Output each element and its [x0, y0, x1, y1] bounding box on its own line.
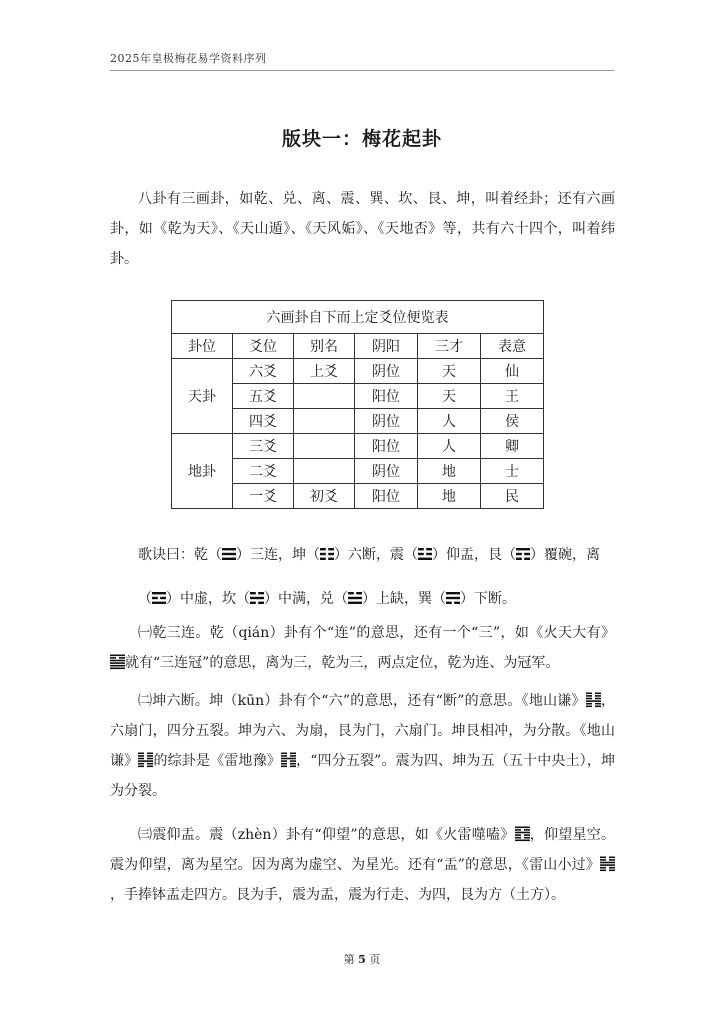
zhen-trigram-icon [418, 547, 432, 561]
page-number-prefix: 第 [343, 953, 355, 966]
dui-trigram-icon [348, 591, 362, 605]
para-text: ，仰望星空。震为仰望，离为星空。因为离为虚空、为星光。还有“盂”的意思，《雷山小过》 [110, 827, 615, 873]
song-text: ）中虚，坎（ [166, 591, 250, 607]
para-text: ㈡坤六断。坤（kūn）卦有个“六”的意思，还有“断”的意思。《地山谦》 [138, 693, 586, 709]
para-text: 就有“三连冠”的意思，离为三，乾为三，两点定位，乾为连、为冠军。 [125, 655, 560, 671]
table-cell: 二爻 [233, 459, 294, 484]
kun-trigram-icon [320, 547, 334, 561]
para-text: ㈢震仰盂。震（zhèn）卦有“仰望”的意思，如《火雷噬嗑》 [138, 827, 515, 843]
table-cell: 阳位 [355, 434, 418, 459]
song-text: 歌诀曰：乾（ [138, 547, 222, 563]
table-cell: 士 [481, 459, 544, 484]
table-caption: 六画卦自下而上定爻位便览表 [172, 301, 544, 334]
running-header: 2025年皇极梅花易学资料序列 [110, 52, 267, 65]
song-text: ）下断。 [460, 591, 516, 607]
page-number-value: 5 [358, 953, 366, 966]
page-number-suffix: 页 [369, 953, 381, 966]
table-cell: 三爻 [233, 434, 294, 459]
kan-trigram-icon [250, 591, 264, 605]
table-header-cell: 三才 [418, 334, 481, 359]
group-cell-tian: 天卦 [172, 359, 233, 434]
table-header-cell: 别名 [294, 334, 355, 359]
table-cell: 人 [418, 409, 481, 434]
hexagram-di-shan-qian-icon [586, 692, 601, 708]
table-cell: 阴位 [355, 409, 418, 434]
table-cell: 地 [418, 484, 481, 509]
table-cell: 侯 [481, 409, 544, 434]
song-text: ）仰盂，艮（ [432, 547, 516, 563]
table-cell: 上爻 [294, 359, 355, 384]
song-text: ）中满，兑（ [264, 591, 348, 607]
group-cell-di: 地卦 [172, 434, 233, 509]
table-cell: 阴位 [355, 459, 418, 484]
table-row [172, 359, 544, 384]
table-cell: 六爻 [233, 359, 294, 384]
table-cell: 四爻 [233, 409, 294, 434]
hexagram-huo-tian-da-you-icon [110, 654, 125, 670]
table-cell [294, 434, 355, 459]
song-text: ）上缺，巽（ [362, 591, 446, 607]
table-cell: 初爻 [294, 484, 355, 509]
hexagram-lei-shan-xiao-guo-icon [600, 856, 615, 872]
table-cell: 人 [418, 434, 481, 459]
table-cell: 卿 [481, 434, 544, 459]
table-cell [294, 384, 355, 409]
table-header-cell: 阴阳 [355, 334, 418, 359]
table-cell: 一爻 [233, 484, 294, 509]
table-cell: 王 [481, 384, 544, 409]
table-cell: 天 [418, 359, 481, 384]
paragraph-kun [110, 686, 615, 806]
table-cell: 阴位 [355, 359, 418, 384]
page-number [0, 951, 724, 967]
table-cell: 阳位 [355, 384, 418, 409]
table-cell: 仙 [481, 359, 544, 384]
table-cell: 地 [418, 459, 481, 484]
table-cell [294, 459, 355, 484]
paragraph-zhen [110, 820, 615, 910]
song-text: （ [138, 591, 152, 607]
table-cell [294, 409, 355, 434]
para-text: ，手捧钵盂走四方。艮为手，震为盂，震为行走、为四，艮为方（土方）。 [110, 887, 565, 903]
hexagram-lei-di-yu-icon [281, 752, 296, 768]
xun-trigram-icon [446, 591, 460, 605]
table-cell: 民 [481, 484, 544, 509]
song-text: ）覆碗，离 [530, 547, 600, 563]
para-text: ，“四分五裂”。震为四、坤为五（五十中央土），坤为分裂。 [110, 753, 616, 799]
table-header-cell: 爻位 [233, 334, 294, 359]
gen-trigram-icon [516, 547, 530, 561]
para-text: ，六扇门，四分五裂。坤为六、为扇，艮为门，六扇门。坤艮相冲，为分散。《地山谦》 [110, 693, 615, 769]
hexagram-huo-lei-shi-he-icon [515, 826, 530, 842]
para-text: ㈠乾三连。乾（qián）卦有个“连”的意思，还有一个“三”，如《火天大有》 [138, 625, 615, 641]
para-text: 的综卦是《雷地豫》 [153, 753, 281, 769]
table-cell: 阳位 [355, 484, 418, 509]
trigram-song [110, 540, 615, 614]
table-cell: 五爻 [233, 384, 294, 409]
song-text: ）三连，坤（ [236, 547, 320, 563]
table-header-cell: 表意 [481, 334, 544, 359]
li-trigram-icon [152, 591, 166, 605]
paragraph-qian [110, 618, 615, 678]
header-divider [110, 70, 614, 71]
song-line-2 [110, 570, 615, 614]
hexagram-di-shan-qian-icon [138, 752, 153, 768]
yao-position-table [171, 300, 544, 509]
qian-trigram-icon [222, 547, 236, 561]
song-text: ）六断，震（ [334, 547, 418, 563]
intro-paragraph: 八卦有三画卦，如乾、兑、离、震、巽、坎、艮、坤，叫着经卦；还有六画卦，如《乾为天》、《天山遁》、《天风姤》、《天地否》等，共有六十四个，叫着纬卦。 [110, 191, 615, 267]
section-title: 版块一：梅花起卦 [281, 128, 442, 150]
table-header-cell: 卦位 [172, 334, 233, 359]
table-row [172, 434, 544, 459]
table-cell: 天 [418, 384, 481, 409]
